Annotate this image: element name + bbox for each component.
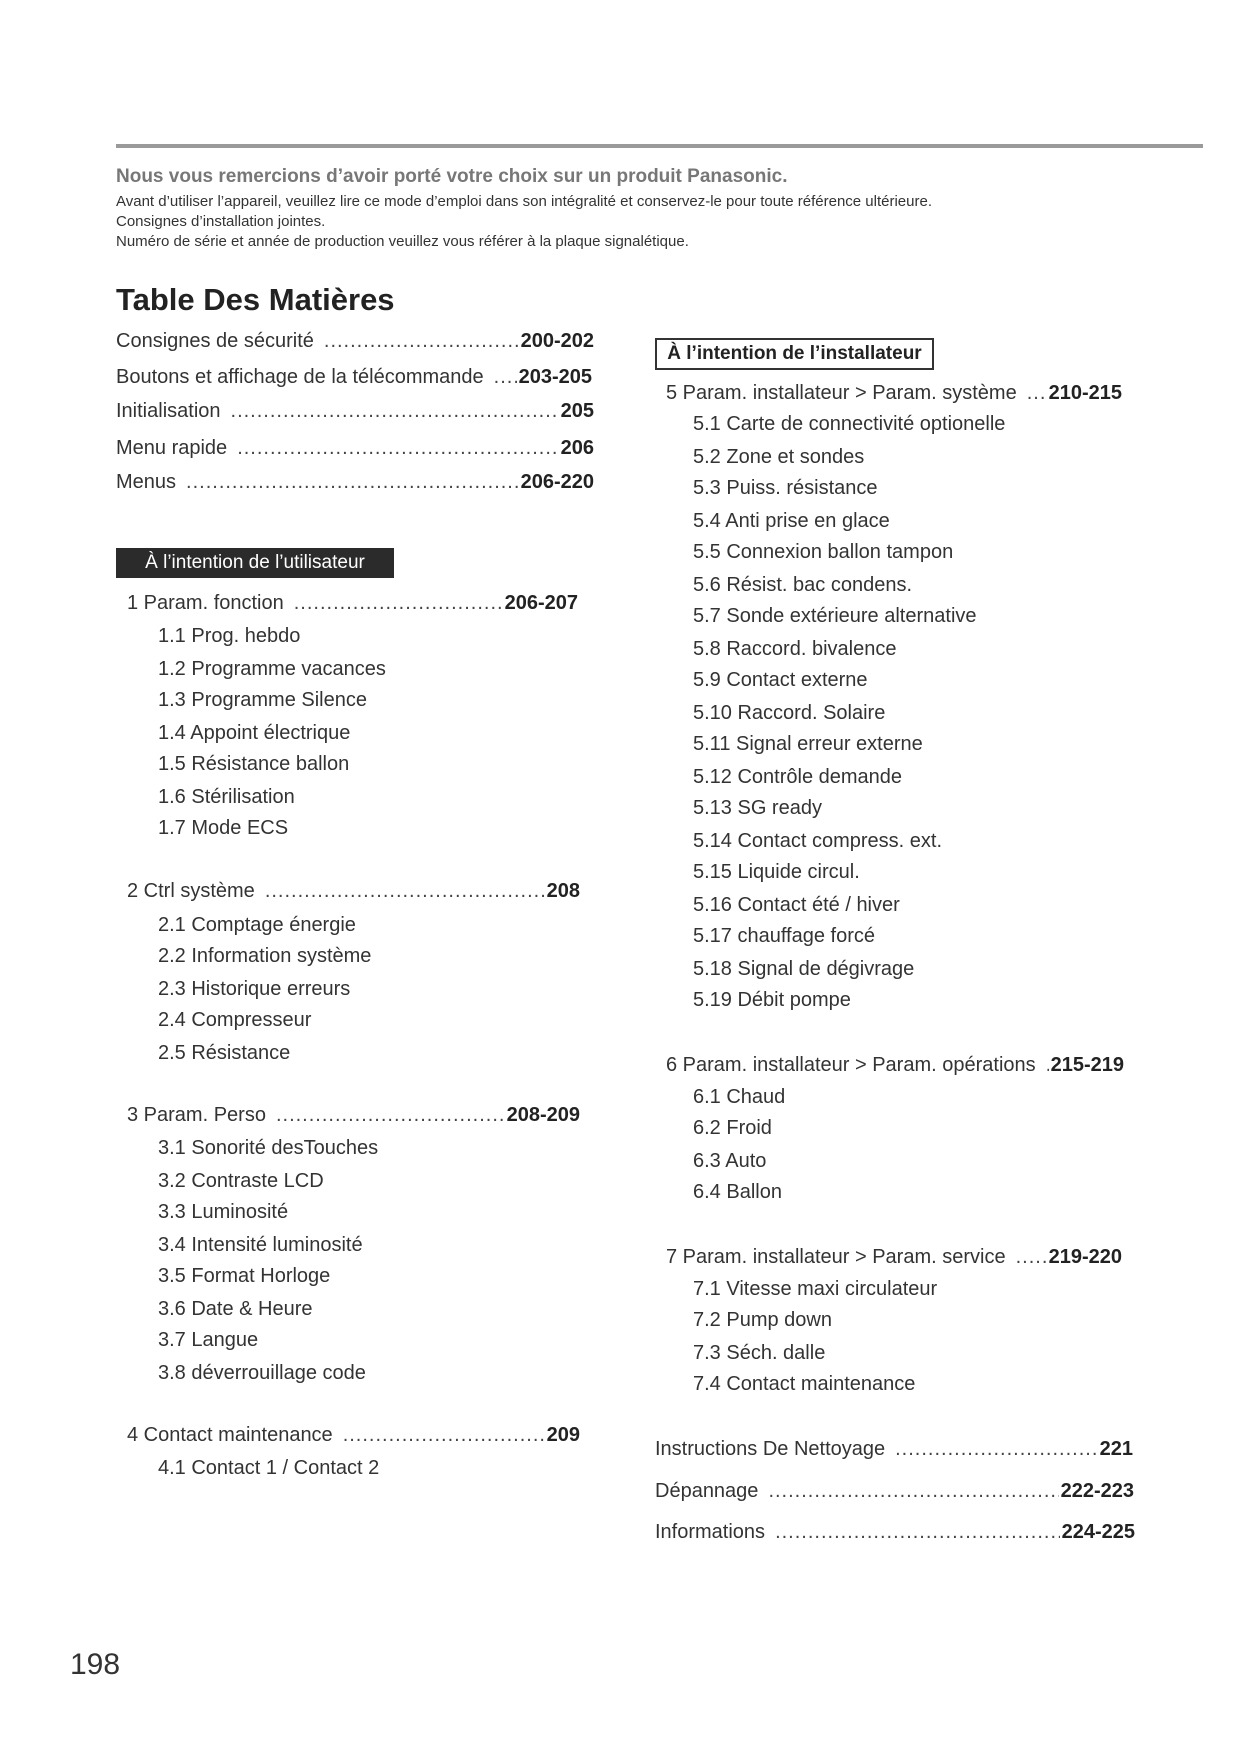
intro-line: Avant d’utiliser l’appareil, veuillez lire ce mode d’emploi dans son intégralité et conservez-le pour toute référence ultérieure. — [116, 193, 932, 210]
toc-subitem[interactable]: 5.13 SG ready — [693, 797, 822, 819]
toc-subitem[interactable]: 3.7 Langue — [158, 1329, 259, 1351]
toc-entry-label: Dépannage — [655, 1480, 759, 1502]
toc-subitem[interactable]: 2.1 Comptage énergie — [158, 914, 356, 936]
toc-entry-page: 206 — [560, 437, 594, 459]
page-number: 198 — [70, 1648, 121, 1681]
toc-entry-param-operations[interactable] — [666, 1054, 1124, 1077]
toc-subitem[interactable]: 6.3 Auto — [693, 1150, 767, 1172]
toc-subitem[interactable]: 5.18 Signal de dégivrage — [693, 958, 915, 980]
toc-subitem[interactable]: 3.3 Luminosité — [158, 1201, 289, 1223]
toc-entry-page: 224-225 — [1061, 1521, 1135, 1543]
toc-subitem[interactable]: 5.11 Signal erreur externe — [693, 733, 923, 755]
toc-entry-page: 208-209 — [506, 1104, 580, 1126]
leader-dots — [768, 1480, 1058, 1503]
toc-subitem[interactable]: 6.1 Chaud — [693, 1086, 786, 1108]
toc-subitem[interactable]: 1.1 Prog. hebdo — [158, 625, 301, 647]
toc-subitem[interactable]: 5.14 Contact compress. ext. — [693, 830, 943, 852]
toc-subitem[interactable]: 3.6 Date & Heure — [158, 1298, 313, 1320]
toc-entry-label: Boutons et affichage de la télécommande — [116, 366, 484, 388]
toc-entry-menus[interactable] — [116, 471, 594, 494]
toc-entry-label: 7 Param. installateur > Param. service — [666, 1246, 1006, 1268]
toc-entry-label: 2 Ctrl système — [127, 880, 255, 902]
toc-entry-page: 210-215 — [1048, 382, 1122, 404]
toc-subitem[interactable]: 6.2 Froid — [693, 1117, 772, 1139]
toc-subitem[interactable]: 2.2 Information système — [158, 945, 372, 967]
toc-subitem[interactable]: 6.4 Ballon — [693, 1181, 782, 1203]
toc-entry-label: Initialisation — [116, 400, 221, 422]
toc-entry-label: 1 Param. fonction — [127, 592, 284, 614]
leader-dots — [276, 1104, 505, 1127]
intro-line: Consignes d’installation jointes. — [116, 213, 326, 230]
toc-subitem[interactable]: 5.4 Anti prise en glace — [693, 510, 890, 532]
toc-entry-page: 203-205 — [518, 366, 592, 388]
leader-dots — [324, 330, 519, 353]
leader-dots — [895, 1438, 1098, 1461]
toc-subitem[interactable]: 2.5 Résistance — [158, 1042, 291, 1064]
toc-entry-param-perso[interactable] — [127, 1104, 580, 1127]
toc-subitem[interactable]: 1.7 Mode ECS — [158, 817, 289, 839]
leader-dots — [1027, 382, 1047, 405]
toc-subitem[interactable]: 1.5 Résistance ballon — [158, 753, 350, 775]
toc-subitem[interactable]: 1.6 Stérilisation — [158, 786, 295, 808]
toc-entry-page: 205 — [560, 400, 594, 422]
header-rule — [116, 144, 1203, 148]
leader-dots — [775, 1521, 1060, 1544]
toc-subitem[interactable]: 4.1 Contact 1 / Contact 2 — [158, 1457, 380, 1479]
leader-dots — [265, 880, 545, 903]
toc-entry-label: 6 Param. installateur > Param. opérations — [666, 1054, 1036, 1076]
toc-entry-param-service[interactable] — [666, 1246, 1122, 1269]
leader-dots — [343, 1424, 545, 1447]
toc-entry-label: 5 Param. installateur > Param. système — [666, 382, 1017, 404]
leader-dots — [294, 592, 503, 615]
leader-dots — [186, 471, 519, 494]
toc-subitem[interactable]: 7.1 Vitesse maxi circulateur — [693, 1278, 938, 1300]
toc-subitem[interactable]: 5.10 Raccord. Solaire — [693, 702, 886, 724]
toc-subitem[interactable]: 5.5 Connexion ballon tampon — [693, 541, 954, 563]
toc-subitem[interactable]: 2.3 Historique erreurs — [158, 978, 351, 1000]
toc-entry-page: 222-223 — [1060, 1480, 1134, 1502]
toc-entry-ctrl-systeme[interactable] — [127, 880, 580, 903]
toc-entry-boutons[interactable] — [116, 366, 592, 389]
intro-line: Numéro de série et année de production veuillez vous référer à la plaque signalétique. — [116, 233, 689, 250]
toc-entry-initialisation[interactable] — [116, 400, 594, 423]
toc-entry-page: 208 — [546, 880, 580, 902]
leader-dots — [237, 437, 558, 460]
toc-entry-label: Menu rapide — [116, 437, 228, 459]
toc-entry-label: 3 Param. Perso — [127, 1104, 266, 1126]
toc-entry-depannage[interactable] — [655, 1480, 1134, 1503]
toc-entry-menu-rapide[interactable] — [116, 437, 594, 460]
toc-subitem[interactable]: 5.7 Sonde extérieure alternative — [693, 605, 977, 627]
toc-subitem[interactable]: 5.19 Débit pompe — [693, 989, 851, 1011]
toc-subitem[interactable]: 2.4 Compresseur — [158, 1009, 312, 1031]
toc-subitem[interactable]: 5.17 chauffage forcé — [693, 925, 875, 947]
toc-entry-page: 200-202 — [520, 330, 594, 352]
toc-subitem[interactable]: 1.3 Programme Silence — [158, 689, 367, 711]
toc-entry-label: Instructions De Nettoyage — [655, 1438, 886, 1460]
toc-subitem[interactable]: 5.3 Puiss. résistance — [693, 477, 878, 499]
toc-subitem[interactable]: 7.2 Pump down — [693, 1309, 832, 1331]
toc-entry-securite[interactable] — [116, 330, 594, 353]
toc-subitem[interactable]: 5.1 Carte de connectivité optionelle — [693, 413, 1006, 435]
leader-dots — [1016, 1246, 1047, 1269]
toc-entry-page: 206-220 — [520, 471, 594, 493]
toc-subitem[interactable]: 5.8 Raccord. bivalence — [693, 638, 897, 660]
toc-entry-page: 209 — [546, 1424, 580, 1446]
toc-subitem[interactable]: 5.6 Résist. bac condens. — [693, 574, 913, 596]
intro-block — [116, 166, 1196, 252]
toc-entry-page: 221 — [1099, 1438, 1133, 1460]
toc-entry-page: 215-219 — [1050, 1054, 1124, 1076]
user-section-heading: À l’intention de l’utilisateur — [116, 548, 394, 578]
toc-subitem[interactable]: 3.5 Format Horloge — [158, 1265, 331, 1287]
toc-subitem[interactable]: 5.2 Zone et sondes — [693, 446, 865, 468]
leader-dots — [231, 400, 559, 423]
toc-subitem[interactable]: 3.8 déverrouillage code — [158, 1362, 366, 1384]
toc-entry-label: Consignes de sécurité — [116, 330, 314, 352]
intro-lead: Nous vous remercions d’avoir porté votre choix sur un produit Panasonic. — [116, 166, 788, 187]
toc-entry-label: Informations — [655, 1521, 766, 1543]
toc-entry-informations[interactable] — [655, 1521, 1135, 1544]
toc-subitem[interactable]: 1.4 Appoint électrique — [158, 722, 351, 744]
toc-subitem[interactable]: 7.3 Séch. dalle — [693, 1342, 826, 1364]
toc-subitem[interactable]: 1.2 Programme vacances — [158, 658, 386, 680]
toc-entry-label: Menus — [116, 471, 177, 493]
toc-entry-page: 219-220 — [1048, 1246, 1122, 1268]
toc-entry-page: 206-207 — [504, 592, 578, 614]
toc-subitem[interactable]: 3.1 Sonorité desTouches — [158, 1137, 379, 1159]
toc-subitem[interactable]: 3.4 Intensité luminosité — [158, 1234, 363, 1256]
installer-section-heading: À l’intention de l’installateur — [655, 338, 934, 370]
toc-subitem[interactable]: 5.16 Contact été / hiver — [693, 894, 900, 916]
toc-subitem[interactable]: 7.4 Contact maintenance — [693, 1373, 916, 1395]
leader-dots — [1046, 1054, 1049, 1077]
toc-entry-param-fonction[interactable] — [127, 592, 578, 615]
leader-dots — [494, 366, 517, 389]
toc-subitem[interactable]: 5.15 Liquide circul. — [693, 861, 860, 883]
toc-entry-nettoyage[interactable] — [655, 1438, 1133, 1461]
toc-subitem[interactable]: 3.2 Contraste LCD — [158, 1170, 324, 1192]
toc-subitem[interactable]: 5.12 Contrôle demande — [693, 766, 903, 788]
toc-entry-label: 4 Contact maintenance — [127, 1424, 333, 1446]
toc-entry-param-systeme[interactable] — [666, 382, 1122, 405]
toc-subitem[interactable]: 5.9 Contact externe — [693, 669, 868, 691]
toc-entry-contact-maintenance[interactable] — [127, 1424, 580, 1447]
toc-title: Table Des Matières — [116, 282, 395, 317]
